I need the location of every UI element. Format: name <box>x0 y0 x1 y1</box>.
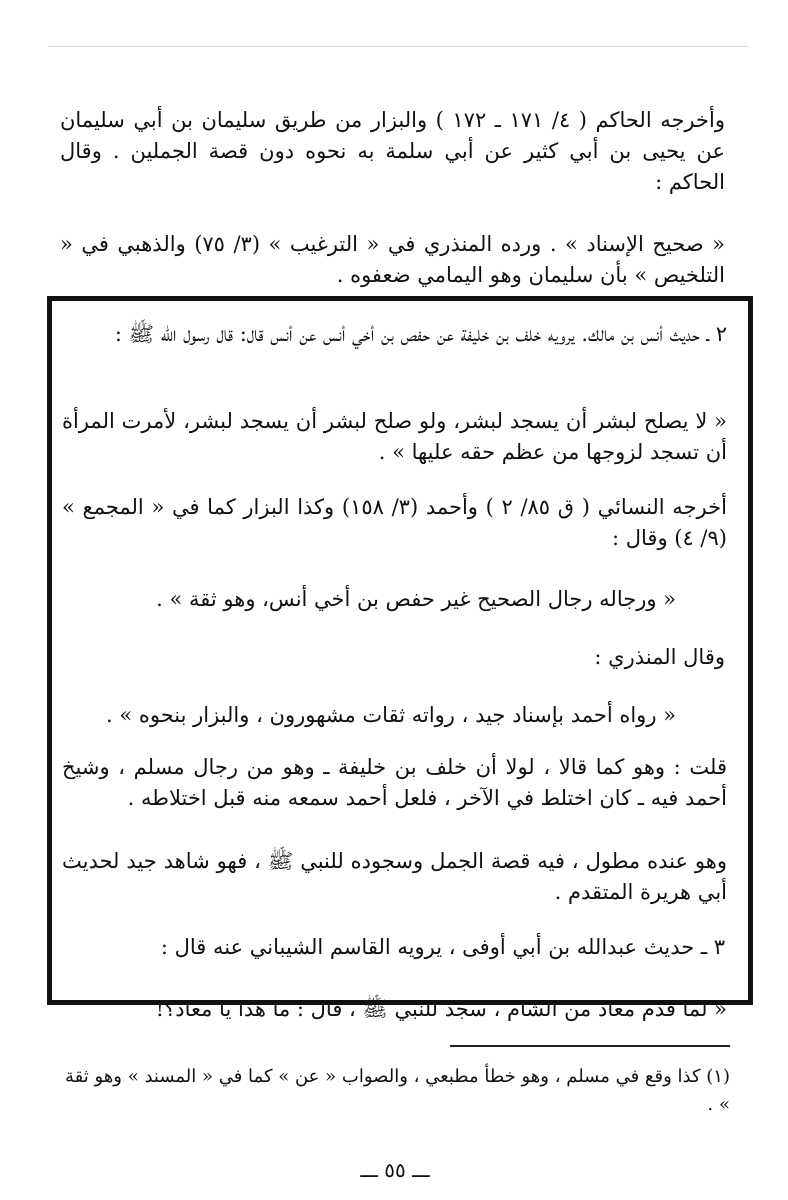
paragraph-sahih-isnad: « صحيح الإسناد » . ورده المنذري في « الترغيب » (٣/ ٧٥) والذهبي في « التلخيص » بأن سليمان وهو اليمامي ضعفوه . <box>60 232 725 287</box>
paragraph-camel-story: وهو عنده مطول ، فيه قصة الجمل وسجوده للنبي ﷺ ، فهو شاهد جيد لحديث أبي هريرة المتقدم . <box>62 849 727 904</box>
paragraph-muadh-cut-line: « لما قدم معاذ من الشام ، سجد للنبي ﷺ ، قال : ما هذا يا معاذ؟! <box>155 997 727 1021</box>
top-rule <box>48 46 748 47</box>
paragraph-khalaf-comment: قلت : وهو كما قالا ، لولا أن خلف بن خليفة ـ وهو من رجال مسلم ، وشيخ أحمد فيه ـ كان اختلط في الآخر ، فلعل أحمد سمعه منه قبل اختلاطه . <box>62 755 727 810</box>
footnote-rule <box>450 1045 730 1047</box>
paragraph-mundhiri-label: وقال المنذري : <box>594 645 725 669</box>
paragraph-nasai-ahmad: أخرجه النسائي ( ق ٨٥/ ٢ ) وأحمد (٣/ ١٥٨) وكذا البزار كما في « المجمع » (٩/ ٤) وقال : <box>62 495 727 550</box>
paragraph-hakim: وأخرجه الحاكم ( ٤/ ١٧١ ـ ١٧٢ ) والبزار من طريق سليمان بن أبي سليمان عن يحيى بن أبي كثير عن أبي سلمة به نحوه دون قصة الجملين . وقال الحاكم : <box>60 108 725 194</box>
paragraph-ahmad-isnad: « رواه أحمد بإسناد جيد ، رواته ثقات مشهورون ، والبزار بنحوه » . <box>105 703 676 727</box>
paragraph-abdullah-hadith: ٣ ـ حديث عبدالله بن أبي أوفى ، يرويه القاسم الشيباني عنه قال : <box>160 935 725 959</box>
paragraph-prostration-quote: « لا يصلح لبشر أن يسجد لبشر، ولو صلح لبشر أن يسجد لبشر، لأمرت المرأة أن تسجد لزوجها من عظم حقه عليها » . <box>62 409 727 464</box>
page-number: ـــ ٥٥ ـــ <box>360 1158 430 1182</box>
paragraph-narrators-quote: « ورجاله رجال الصحيح غير حفص بن أخي أنس، وهو ثقة » . <box>156 587 676 611</box>
footnote: (١) كذا وقع في مسلم ، وهو خطأ مطبعي ، والصواب « عن » كما في « المسند » وهو ثقة » . <box>65 1066 730 1115</box>
paragraph-anas-hadith: ٢ ـ حديث أنس بن مالك. يرويه خلف بن خليفة عن حفص بن أخي أنس عن أنس قال: قال رسول الله ﷺ : <box>114 322 727 346</box>
